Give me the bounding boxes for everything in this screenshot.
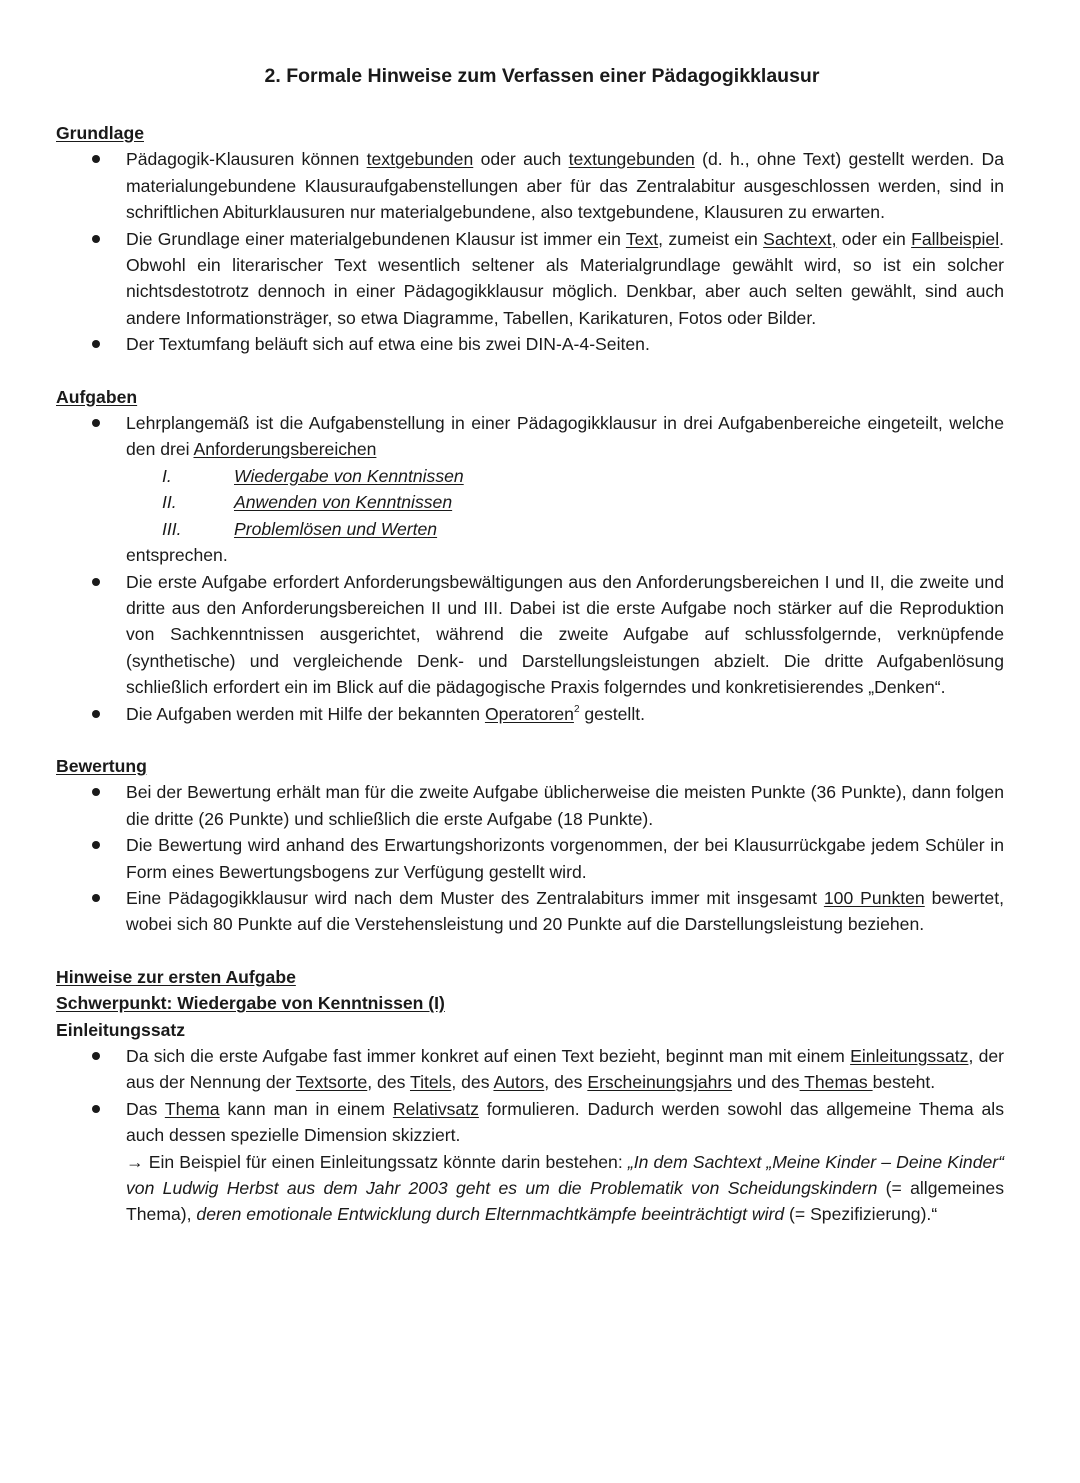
requirement-level: I. Wiedergabe von Kenntnissen bbox=[162, 465, 464, 486]
section-hinweise bbox=[56, 964, 1004, 1228]
heading-einleitungssatz: Einleitungssatz bbox=[56, 1019, 186, 1040]
list-item: Bei der Bewertung erhält man für die zweite Aufgabe üblicherweise die meisten Punkte (36 Punkte), dann folgen die dritte (26 Punkte) und schließlich die erste Aufgabe (18 Punkte). bbox=[126, 779, 1004, 832]
list-item: Die Bewertung wird anhand des Erwartungshorizonts vorgenommen, der bei Klausurrückgabe jedem Schüler in Form eines Bewertungsbogens zur Verfügung gestellt wird. bbox=[126, 832, 1004, 885]
example-sentence: → Ein Beispiel für einen Einleitungssatz könnte darin bestehen: „In dem Sachtext „Meine Kinder – Deine Kinder“ von Ludwig Herbst aus dem Jahr 2003 geht es um die Problematik von Scheidungskindern (= allgemeines Thema), deren emotionale Entwicklung durch Elternmachtkämpfe beeinträchtigt wird (= Spezifizierung).“ bbox=[126, 1151, 1004, 1225]
hinweise-list bbox=[56, 1043, 1004, 1228]
aufgaben-list bbox=[56, 410, 1004, 727]
heading-grundlage: Grundlage bbox=[56, 123, 144, 143]
section-aufgaben bbox=[56, 384, 1004, 727]
list-item: Das Thema kann man in einem Relativsatz formulieren. Dadurch werden sowohl das allgemeine Thema als auch dessen spezielle Dimension skizziert. → Ein Beispiel für einen Einleitungssatz könnte darin bestehen: „In dem Sachtext „Meine Kinder – Deine Kinder“ von Ludwig Herbst aus dem Jahr 2003 geht es um die Problematik von Scheidungskindern (= allgemeines Thema), deren emotionale Entwicklung durch Elternmachtkämpfe beeinträchtigt wird (= Spezifizierung).“ bbox=[126, 1096, 1004, 1228]
heading-aufgaben: Aufgaben bbox=[56, 386, 138, 407]
bewertung-list bbox=[56, 779, 1004, 937]
list-item: Lehrplangemäß ist die Aufgabenstellung in einer Pädagogikklausur in drei Aufgabenbereiche eingeteilt, welche den drei Anforderungsbereichen I. Wiedergabe von Kenntnissen II. Anwenden von Kenntnissen III. Problemlösen und Werten entsprechen. bbox=[126, 410, 1004, 568]
list-item: Die Grundlage einer materialgebundenen Klausur ist immer ein Text, zumeist ein Sachtext, oder ein Fallbeispiel. Obwohl ein literarischer Text wesentlich seltener als Materialgrundlage gewählt wird, so ist ein solcher nichtsdestotrotz dennoch in einer Pädagogikklausur möglich. Denkbar, aber auch selten gewählt, sind auch andere Informationsträger, so etwa Diagramme, Tabellen, Karikaturen, Fotos oder Bilder. bbox=[126, 226, 1004, 332]
list-item: Eine Pädagogikklausur wird nach dem Muster des Zentralabiturs immer mit insgesamt 100 Punkten bewertet, wobei sich 80 Punkte auf die Verstehensleistung und 20 Punkte auf die Darstellungsleistung beziehen. bbox=[126, 885, 1004, 938]
list-item: Da sich die erste Aufgabe fast immer konkret auf einen Text bezieht, beginnt man mit einem Einleitungssatz, der aus der Nennung der Textsorte, des Titels, des Autors, des Erscheinungsjahrs und des Themas besteht. bbox=[126, 1043, 1004, 1096]
heading-bewertung: Bewertung bbox=[56, 755, 147, 776]
requirement-level: II. Anwenden von Kenntnissen bbox=[162, 492, 453, 513]
grundlage-list bbox=[56, 146, 1004, 357]
list-item: Pädagogik-Klausuren können textgebunden oder auch textungebunden (d. h., ohne Text) gestellt werden. Da materialungebundene Klausuraufgabenstellungen aber für das Zentralabitur ausgeschlossen werden, sind in schriftlichen Abiturklausuren nur materialgebundene, also textgebundene, Klausuren zu erwarten. bbox=[126, 146, 1004, 225]
section-bewertung bbox=[56, 753, 1004, 938]
heading-schwerpunkt: Schwerpunkt: Wiedergabe von Kenntnissen (I) bbox=[56, 993, 445, 1014]
arrow-right-icon: → bbox=[126, 1151, 144, 1172]
list-item: Der Textumfang beläuft sich auf etwa eine bis zwei DIN-A-4-Seiten. bbox=[126, 331, 1004, 357]
footnote-marker: 2 bbox=[573, 703, 580, 715]
requirement-levels-list bbox=[126, 463, 1004, 542]
document-title: 2. Formale Hinweise zum Verfassen einer Pädagogikklausur bbox=[264, 65, 820, 87]
list-item: Die Aufgaben werden mit Hilfe der bekannten Operatoren$^2$ gestellt. bbox=[126, 701, 1004, 727]
heading-hinweise-erste-aufgabe: Hinweise zur ersten Aufgabe bbox=[56, 966, 296, 987]
requirement-level: III. Problemlösen und Werten bbox=[162, 518, 438, 539]
list-item: Die erste Aufgabe erfordert Anforderungsbewältigungen aus den Anforderungsbereichen I und II, die zweite und dritte aus den Anforderungsbereichen II und III. Dabei ist die erste Aufgabe noch stärker auf die Reproduktion von Sachkenntnissen ausgerichtet, während die zweite Aufgabe auf schlussfolgernde, verknüpfende (synthetische) und vergleichende Denk- und Darstellungsleistungen abzielt. Die dritte Aufgabenlösung schließlich erfordert ein im Blick auf die pädagogische Praxis folgerndes und konkretisierendes „Denken“. bbox=[126, 569, 1004, 701]
section-grundlage bbox=[56, 120, 1004, 358]
